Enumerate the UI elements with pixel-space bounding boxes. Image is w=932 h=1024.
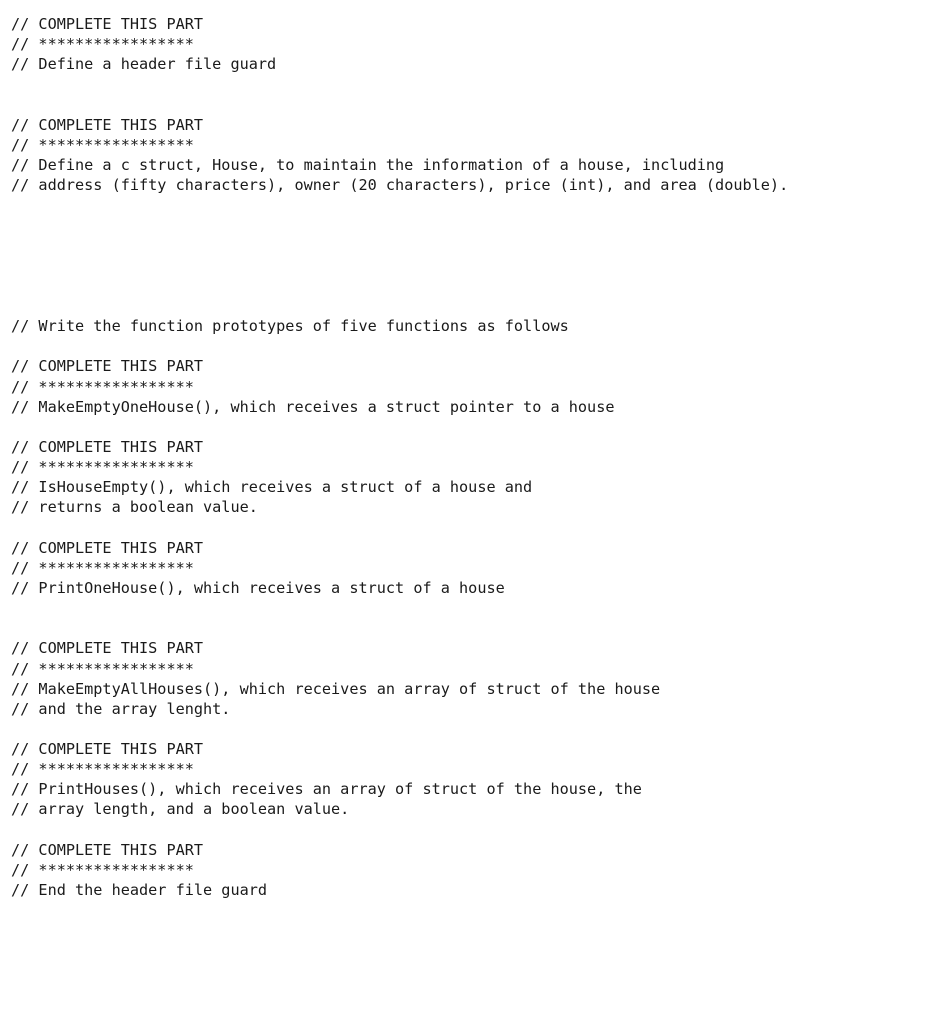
code-line [11, 719, 921, 739]
code-line [11, 598, 921, 618]
code-line [11, 417, 921, 437]
code-line [11, 336, 921, 356]
code-line: // ***************** [11, 35, 194, 54]
code-line: // Define a c struct, House, to maintain the information of a house, including [11, 155, 725, 174]
code-line [11, 276, 921, 296]
code-line: // MakeEmptyOneHouse(), which receives a struct pointer to a house [11, 397, 615, 416]
code-line: // returns a boolean value. [11, 498, 258, 517]
code-line: // address (fifty characters), owner (20 characters), price (int), and area (double). [11, 176, 789, 195]
code-line: // ***************** [11, 860, 194, 879]
code-line [11, 95, 921, 115]
code-line [11, 215, 921, 235]
code-line: // COMPLETE THIS PART [11, 115, 204, 134]
code-line [11, 195, 921, 215]
code-line [11, 820, 921, 840]
code-document [11, 14, 921, 900]
code-line: // MakeEmptyAllHouses(), which receives an array of struct of the house [11, 679, 661, 698]
code-line [11, 74, 921, 94]
code-line: // ***************** [11, 760, 194, 779]
code-line: // PrintHouses(), which receives an array of struct of the house, the [11, 780, 642, 799]
code-line: // Define a header file guard [11, 55, 277, 74]
code-line: // ***************** [11, 659, 194, 678]
code-line: // End the header file guard [11, 881, 268, 900]
code-line: // COMPLETE THIS PART [11, 437, 204, 456]
code-line: // ***************** [11, 135, 194, 154]
code-line: // ***************** [11, 558, 194, 577]
code-line: // and the array lenght. [11, 699, 231, 718]
code-line: // Write the function prototypes of five functions as follows [11, 317, 569, 336]
code-line: // PrintOneHouse(), which receives a struct of a house [11, 578, 505, 597]
code-line: // ***************** [11, 377, 194, 396]
code-line: // IsHouseEmpty(), which receives a struct of a house and [11, 478, 533, 497]
code-line: // COMPLETE THIS PART [11, 357, 204, 376]
code-line: // COMPLETE THIS PART [11, 840, 204, 859]
code-line [11, 236, 921, 256]
code-line: // COMPLETE THIS PART [11, 15, 204, 33]
code-line [11, 296, 921, 316]
code-line: // array length, and a boolean value. [11, 800, 350, 819]
code-line: // COMPLETE THIS PART [11, 639, 204, 658]
code-line: // COMPLETE THIS PART [11, 538, 204, 557]
code-line [11, 618, 921, 638]
code-line: // ***************** [11, 458, 194, 477]
code-line: // COMPLETE THIS PART [11, 740, 204, 759]
code-line [11, 256, 921, 276]
code-line [11, 518, 921, 538]
